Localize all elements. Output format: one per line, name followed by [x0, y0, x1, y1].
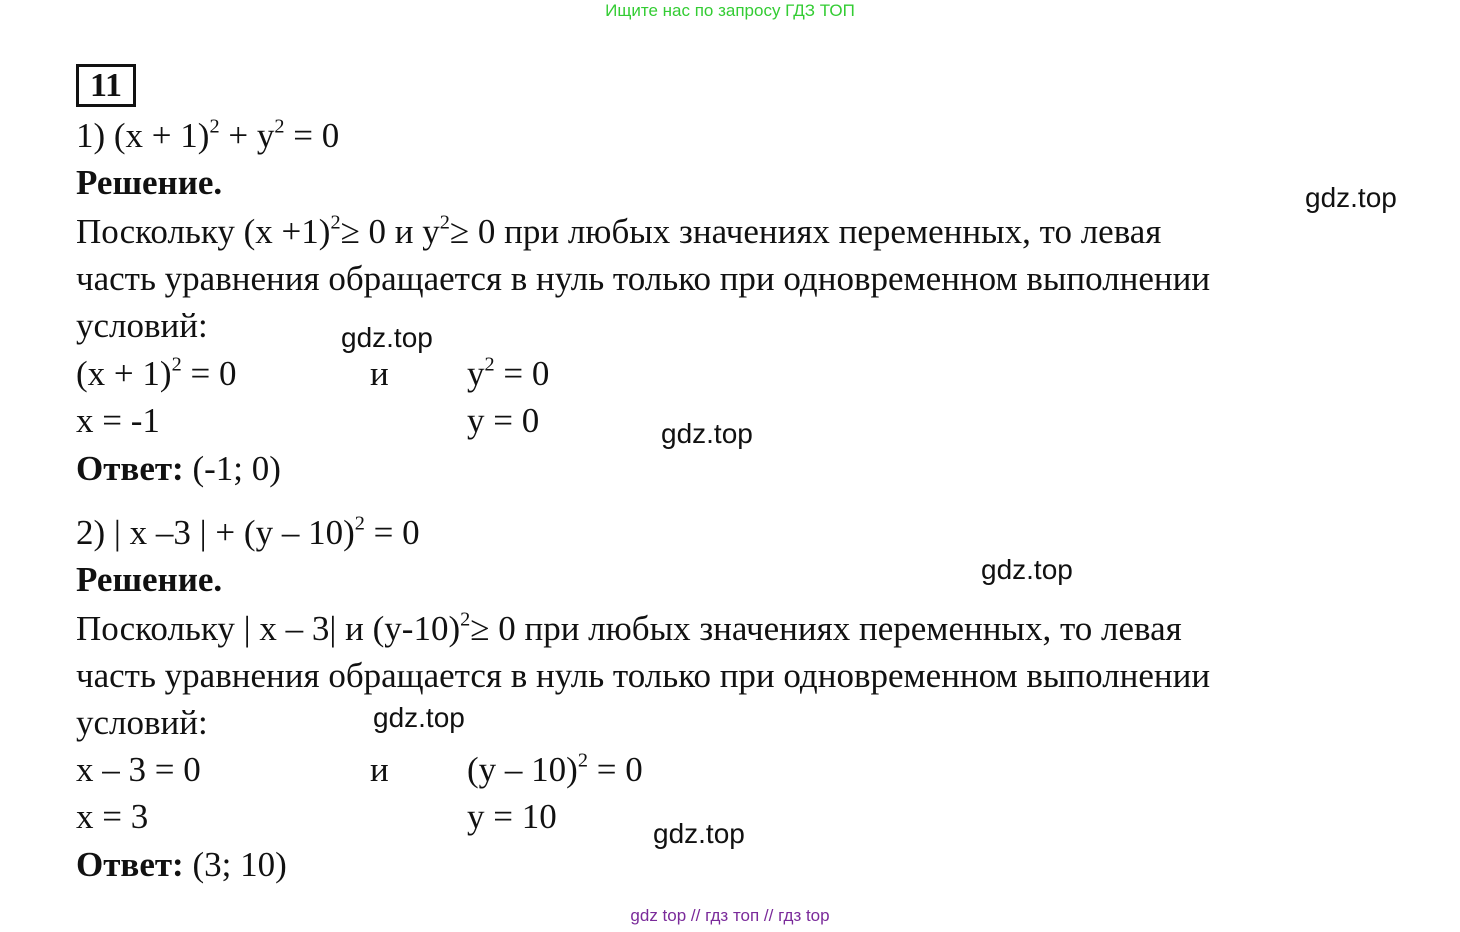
answer-value: (-1; 0)	[183, 449, 281, 488]
watermark: gdz.top	[341, 322, 433, 353]
watermark: gdz.top	[1305, 182, 1397, 213]
footer-text: gdz top // гдз топ // гдз top	[630, 906, 830, 925]
part2-result-left: x = 3	[76, 797, 149, 836]
part2-condition-left: x – 3 = 0	[76, 750, 201, 789]
part1-explanation-line2: часть уравнения обращается в нуль только при одновременном выполнении	[76, 259, 1211, 298]
part2-answer	[76, 845, 287, 885]
part1-explanation-line3: условий:	[76, 306, 208, 345]
watermark: gdz.top	[373, 702, 465, 733]
part1-condition-right: $y^2 = 0$	[467, 353, 550, 393]
part2-explanation-line2: часть уравнения обращается в нуль только при одновременном выполнении	[76, 656, 1211, 695]
part2-equation: 2) | x –3 | + (y – 10)$^2$ = 0	[76, 512, 420, 552]
part1-answer	[76, 449, 281, 489]
banner-text: Ищите нас по запросу ГДЗ ТОП	[605, 1, 855, 20]
answer-label: Ответ:	[76, 845, 184, 884]
part1-equation: 1) $(x + 1)^2 + y^2 = 0$	[76, 115, 340, 155]
top-banner-link[interactable]	[0, 1, 1460, 21]
answer-value: (3; 10)	[183, 845, 287, 884]
answer-label: Ответ:	[76, 449, 184, 488]
part2-solution-label: Решение.	[76, 560, 223, 599]
footer-links[interactable]	[0, 906, 1460, 926]
task-number: 11	[89, 67, 123, 104]
part2-result-right: y = 10	[467, 797, 557, 836]
watermark: gdz.top	[661, 418, 753, 449]
part2-condition-right: (y – 10)$^2$ = 0	[467, 749, 643, 789]
part2-explanation-line3: условий:	[76, 703, 208, 742]
task-number-box	[76, 64, 136, 107]
part1-result-left: x = -1	[76, 401, 160, 440]
part2-explanation-line1: Поскольку | x – 3| и $(y-10)^2\ge 0$ при любых значениях переменных, то левая	[76, 608, 1182, 648]
part2-conjunction: и	[370, 750, 389, 789]
part1-condition-left: $(x + 1)^2 = 0$	[76, 353, 237, 393]
part1-conjunction: и	[370, 354, 389, 393]
watermark: gdz.top	[981, 554, 1073, 585]
watermark: gdz.top	[653, 818, 745, 849]
part1-explanation-line1: Поскольку $(x +1)^2\ge 0$ и $y^2\ge 0$ при любых значениях переменных, то левая	[76, 211, 1162, 251]
part1-solution-label: Решение.	[76, 163, 223, 202]
part1-result-right: y = 0	[467, 401, 540, 440]
